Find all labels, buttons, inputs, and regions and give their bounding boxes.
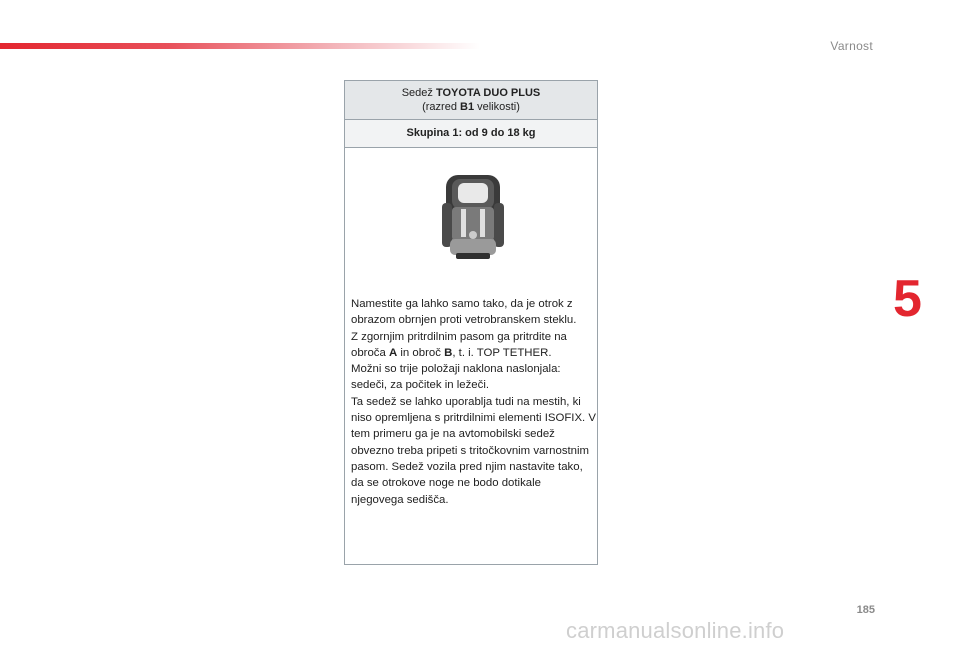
body-paragraph: Z zgornjim pritrdilnim pasom ga pritrdite na obroča A in obroč B, t. i. TOP TETHER. xyxy=(351,330,567,359)
watermark: carmanualsonline.info xyxy=(566,618,785,643)
child-seat-card xyxy=(344,80,598,565)
group-label: Skupina 1: od 9 do 18 kg xyxy=(345,120,597,148)
body-paragraph: Namestite ga lahko samo tako, da je otrok z obrazom obrnjen proti vetrobranskem steklu. xyxy=(351,298,577,327)
top-accent-bar xyxy=(0,43,480,49)
body-paragraph: Ta sedež se lahko uporablja tudi na mestih, ki niso opremljena s pritrdilnimi elementi ISOFIX. V tem primeru ga je na avtomobilski sedež obvezno treba pripeti s tritočkovnim varnostnim pasom. Sedež vozila pred njim nastavite tako, da se otrokove noge ne bodo dotikale njegovega sedišča. xyxy=(351,395,596,506)
child-car-seat-icon xyxy=(442,173,504,261)
section-title: Varnost xyxy=(830,39,873,53)
card-body-text xyxy=(351,296,596,508)
body-paragraph: Možni so trije položaji naklona naslonjala: sedeči, za počitek in ležeči. xyxy=(351,363,561,392)
card-title: Sedež TOYOTA DUO PLUS xyxy=(401,87,541,99)
page-number: 185 xyxy=(856,604,875,616)
chapter-number: 5 xyxy=(893,270,922,328)
card-subtitle: (razred B1 velikosti) xyxy=(422,101,520,113)
card-header xyxy=(345,81,597,120)
